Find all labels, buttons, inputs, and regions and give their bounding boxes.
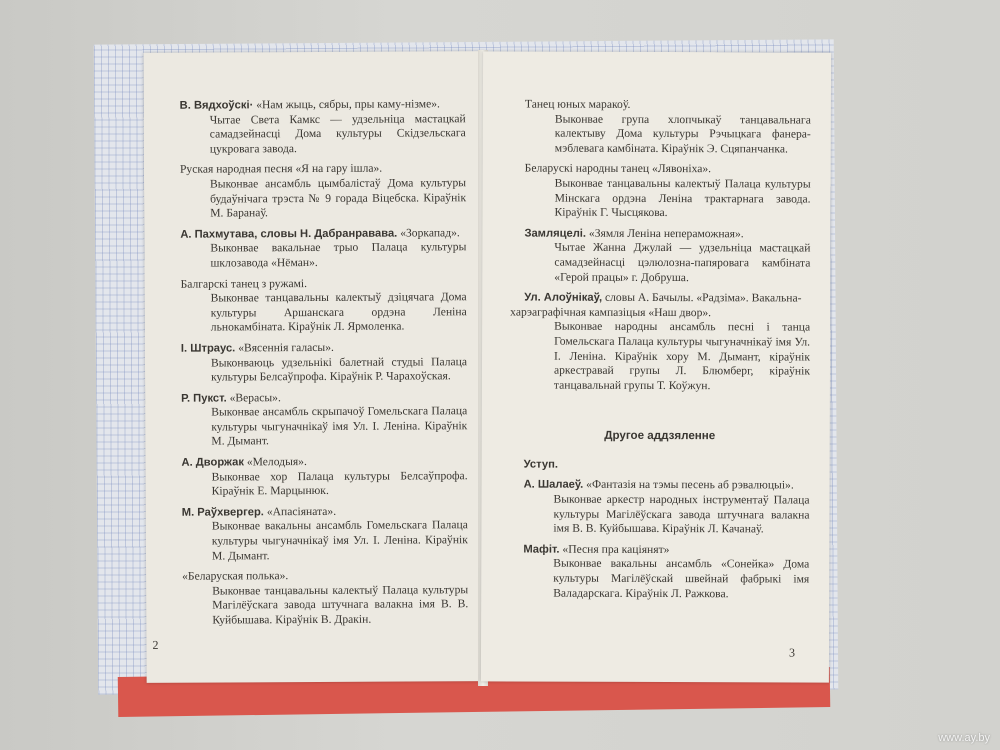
piece-title: «Беларуская полька». (182, 569, 289, 583)
piece-title: «Нам жыць, сябры, пры каму-нізме». (253, 97, 440, 112)
piece-title: «Вясеннія галасы». (235, 340, 334, 355)
program-entry-heading (167, 390, 467, 406)
piece-title: Балгарскі танец з ружамі. (180, 276, 308, 291)
program-entry (511, 162, 811, 221)
piece-title: «Зямля Леніна непераможная». (586, 226, 744, 241)
performers-text: Выконвае група хлопчыкаў танцавальнага калектыву Дома культуры Рэчыцкага фанера-мэблевага камбіната. Кіраўнік Э. Сцяпанчанка. (554, 112, 811, 156)
program-entry (510, 457, 810, 473)
composer-name: Уступ. (523, 458, 559, 471)
performers-text: Чытае Света Камкс — удзельніца мастацкай самадзейнасці Дома культуры Скідзельскага цукровага завода. (209, 111, 466, 156)
program-entry-heading (166, 97, 466, 113)
program-entry-heading (167, 454, 467, 470)
performers-text: Выконвае хор Палаца культуры Белсаўпрофа. Кіраўнік Е. Марцынюк. (211, 468, 468, 498)
program-entry (166, 162, 466, 222)
program-entry-heading (509, 542, 809, 558)
piece-title: словы А. Бачылы. «Радзіма». Вакальна-харэаграфічная кампазіцыя «Наш двор». (510, 290, 802, 319)
program-entry (167, 390, 467, 450)
piece-title: «Верасы». (226, 390, 281, 405)
performers-text: Выконвае вакальны ансамбль «Сонейка» Дома культуры Магілёўскай швейнай фабрыкі імя Валадарскага. Кіраўнік Л. Ражкова. (553, 557, 810, 600)
performers-text: Выконвае вакальнае трыо Палаца культуры шклозавода «Нёман». (210, 240, 467, 270)
piece-title: Беларускі народны танец «Лявоніха». (524, 161, 712, 176)
program-entry (509, 478, 809, 537)
composer-name: М. Раўхвергер. (181, 506, 264, 519)
composer-name: В. Вядхоўскі· (179, 99, 254, 112)
left-page-text (166, 97, 469, 634)
performers-text: Выконвае танцавальны калектыў дзіцячага Дома культуры Аршанскага ордэна Леніна льнокамбіната. Кіраўнік Л. Ярмоленка. (210, 290, 467, 334)
program-entry-heading (167, 340, 467, 356)
program-entry (167, 340, 467, 385)
program-entry-heading (510, 478, 810, 494)
watermark-text: www.ay.by (938, 732, 990, 744)
section-heading: Другое аддзяленне (604, 429, 716, 443)
composer-name: А. Дворжак (181, 456, 244, 469)
performers-text: Выконваюць удзельнікі балетнай студыі Палаца культуры Белсаўпрофа. Кіраўнік Р. Чарахоўская. (210, 354, 468, 384)
program-entry (166, 97, 466, 157)
performers-text: Чытае Жанна Джулай — удзельніца мастацкай самадзейнасці цэлюлозна-папяровага камбіната «Герой працы» г. Добруша. (554, 240, 811, 284)
program-entry-heading (166, 226, 466, 242)
right-page-text (509, 97, 811, 607)
composer-name: Ул. Алоўнікаў, (524, 291, 603, 304)
performers-text: Выконвае танцавальны калектыў Палаца культуры Мінскага ордэна Леніна трактарнага завода. Кіраўнік Г. Чысцякова. (554, 176, 811, 220)
program-entry (168, 504, 468, 564)
program-entry-heading (510, 291, 810, 321)
composer-name: Р. Пукст. (181, 392, 227, 405)
program-entry-heading (167, 276, 467, 292)
program-entry-heading (511, 162, 811, 178)
program-entry (511, 97, 811, 156)
performers-text: Выконвае вакальны ансамбль Гомельскага Палаца культуры чыгуначнікаў імя Ул. І. Леніна. Кіраўнік М. Дымант. (211, 518, 468, 563)
performers-text: Выконвае танцавальны калектыў Палаца культуры Магілёўскага завода штучнага валакна імя В. В. Куйбышава. Кіраўнік В. Дракін. (212, 583, 469, 627)
right-page-number: 3 (788, 645, 796, 660)
program-entry (168, 568, 468, 628)
program-entry (510, 226, 810, 285)
program-entry-heading (510, 226, 810, 242)
program-entry (510, 291, 810, 394)
piece-title: «Фантазія на тэмы песень аб рэвалюцыі». (583, 478, 794, 492)
composer-name: І. Штраус. (180, 342, 236, 355)
piece-title: «Зоркапад». (397, 225, 460, 240)
program-entry-heading (510, 457, 810, 473)
program-entry-heading (166, 162, 466, 178)
piece-title: Руская народная песня «Я на гару ішла». (179, 162, 383, 177)
program-entry (167, 276, 467, 336)
right-page (481, 51, 831, 682)
composer-name: Мафіт. (523, 543, 560, 556)
performers-text: Выконвае аркестр народных інструментаў Палаца культуры Магілёўскага завода штучнага валакна імя В. В. Куйбышава. Кіраўнік Л. Качанаў. (553, 492, 810, 536)
program-entry (509, 542, 809, 601)
piece-title: Танец юных маракоў. (524, 97, 631, 111)
performers-text: Выконвае народны ансамбль песні і танца Гомельскага Палаца культуры чыгуначнікаў імя Ул. І. Леніна. Кіраўнік хору М. Дымант, кіраўнік аркестравай групы Л. Блюмберг, кіраўнік танцавальнай групы Т. Коўжун. (553, 319, 811, 392)
left-page-number: 2 (152, 637, 159, 652)
piece-title: «Песня пра каціянят» (559, 542, 670, 556)
performers-text: Выконвае ансамбль цымбалістаў Дома культуры будаўнічага трэста № 9 горада Віцебска. Кіраўнік М. Баранаў. (210, 176, 467, 220)
program-entry (166, 226, 466, 271)
program-entry-heading (168, 504, 468, 520)
program-entry-heading (511, 97, 811, 113)
performers-text: Выконвае ансамбль скрыпачоў Гомельскага Палаца культуры чыгуначнікаў імя Ул. І. Леніна. Кіраўнік М. Дымант. (211, 404, 468, 449)
composer-name: Замляцелі. (524, 227, 587, 240)
composer-name: А. Шалаеў. (523, 479, 584, 492)
program-entry (167, 454, 467, 499)
piece-title: «Мелодыя». (243, 455, 307, 469)
composer-name: А. Пахмутава, словы Н. Дабранравава. (180, 227, 398, 241)
piece-title: «Апасіяната». (263, 504, 337, 519)
program-entry-heading (168, 568, 468, 584)
left-page (143, 51, 486, 683)
